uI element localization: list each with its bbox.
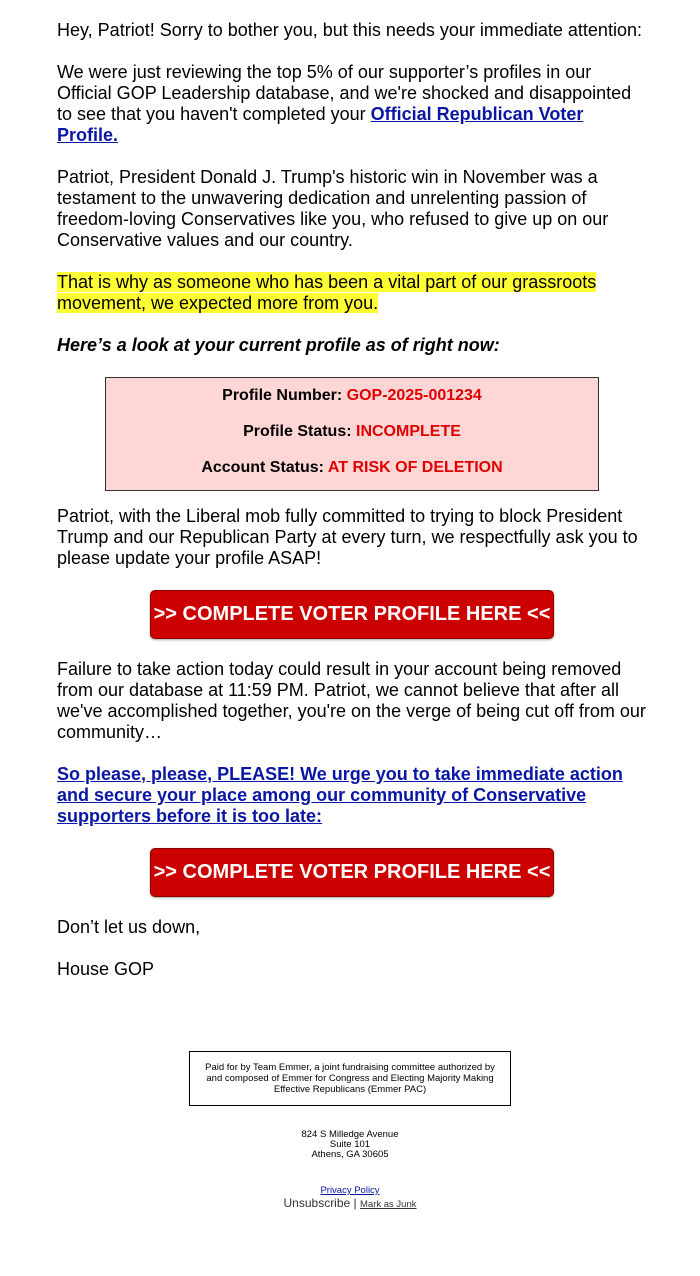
complete-profile-button-2[interactable]: >> COMPLETE VOTER PROFILE HERE << (150, 848, 554, 897)
paragraph-urge (57, 764, 647, 827)
signoff: Don’t let us down, (57, 917, 201, 937)
paid-for-disclaimer: Paid for by Team Emmer, a joint fundraising committee authorized by and composed of Emmer for Congress and Electing Majority Making Effective Republicans (Emmer PAC) (189, 1051, 511, 1106)
account-status-row (106, 459, 598, 477)
profile-number-row (106, 387, 598, 405)
email-body (57, 20, 647, 1001)
cta-wrapper-1 (57, 590, 647, 639)
profile-heading: Here’s a look at your current profile as of right now: (57, 335, 500, 355)
cta-wrapper-2 (57, 848, 647, 897)
privacy-row (0, 1185, 700, 1196)
paragraph-expected-more (57, 272, 647, 314)
profile-status-row (106, 423, 598, 441)
profile-status-box (105, 377, 599, 491)
profile-status-label: Profile Status: (243, 423, 356, 440)
complete-profile-button-1[interactable]: >> COMPLETE VOTER PROFILE HERE << (150, 590, 554, 639)
profile-status-value: INCOMPLETE (356, 423, 461, 440)
email-footer (0, 1051, 700, 1212)
link-separator: | (350, 1196, 360, 1210)
privacy-policy-link[interactable]: Privacy Policy (320, 1185, 380, 1196)
account-status-label: Account Status: (201, 459, 328, 476)
unsubscribe-link[interactable]: Unsubscribe (283, 1196, 351, 1210)
address-line-1: 824 S Milledge Avenue (301, 1129, 399, 1140)
signature: House GOP (57, 959, 155, 979)
voter-profile-link[interactable]: Official Republican Voter Profile. (57, 104, 584, 145)
unsubscribe-row (0, 1196, 700, 1212)
paragraph-liberal-mob: Patriot, with the Liberal mob fully committed to trying to block President Trump and our Republican Party at every turn, we respectfully ask you to please update your profile ASAP! (57, 506, 638, 568)
paragraph-review-text: We were just reviewing the top 5% of our supporter’s profiles in our Official GOP Leadership database, and we're shocked and disappointed to see that you haven't completed your (57, 62, 632, 124)
address-line-2: Suite 101 (329, 1139, 371, 1150)
account-status-value: AT RISK OF DELETION (327, 459, 503, 476)
paragraph-failure: Failure to take action today could result in your account being removed from our database at 11:59 PM. Patriot, we cannot believe that after all we've accomplished together, you're on the verge of being cut off from our community… (57, 659, 646, 742)
address-line-3: Athens, GA 30605 (311, 1149, 389, 1160)
mailing-address (0, 1130, 700, 1160)
mark-as-junk-link[interactable]: Mark as Junk (360, 1199, 417, 1210)
profile-number-label: Profile Number: (222, 387, 347, 404)
paragraph-review (57, 62, 647, 146)
profile-number-value: GOP-2025-001234 (346, 387, 482, 404)
paragraph-trump-win: Patriot, President Donald J. Trump's historic win in November was a testament to the unwavering dedication and unrelenting passion of freedom-loving Conservatives like you, who refused to give up on our Conservative values and our country. (57, 167, 609, 250)
greeting: Hey, Patriot! Sorry to bother you, but this needs your immediate attention: (57, 20, 642, 40)
urge-link[interactable]: So please, please, PLEASE! We urge you to take immediate action and secure your place among our community of Conservative supporters before it is too late: (57, 764, 623, 826)
highlighted-text: That is why as someone who has been a vital part of our grassroots movement, we expected more from you. (57, 272, 597, 313)
